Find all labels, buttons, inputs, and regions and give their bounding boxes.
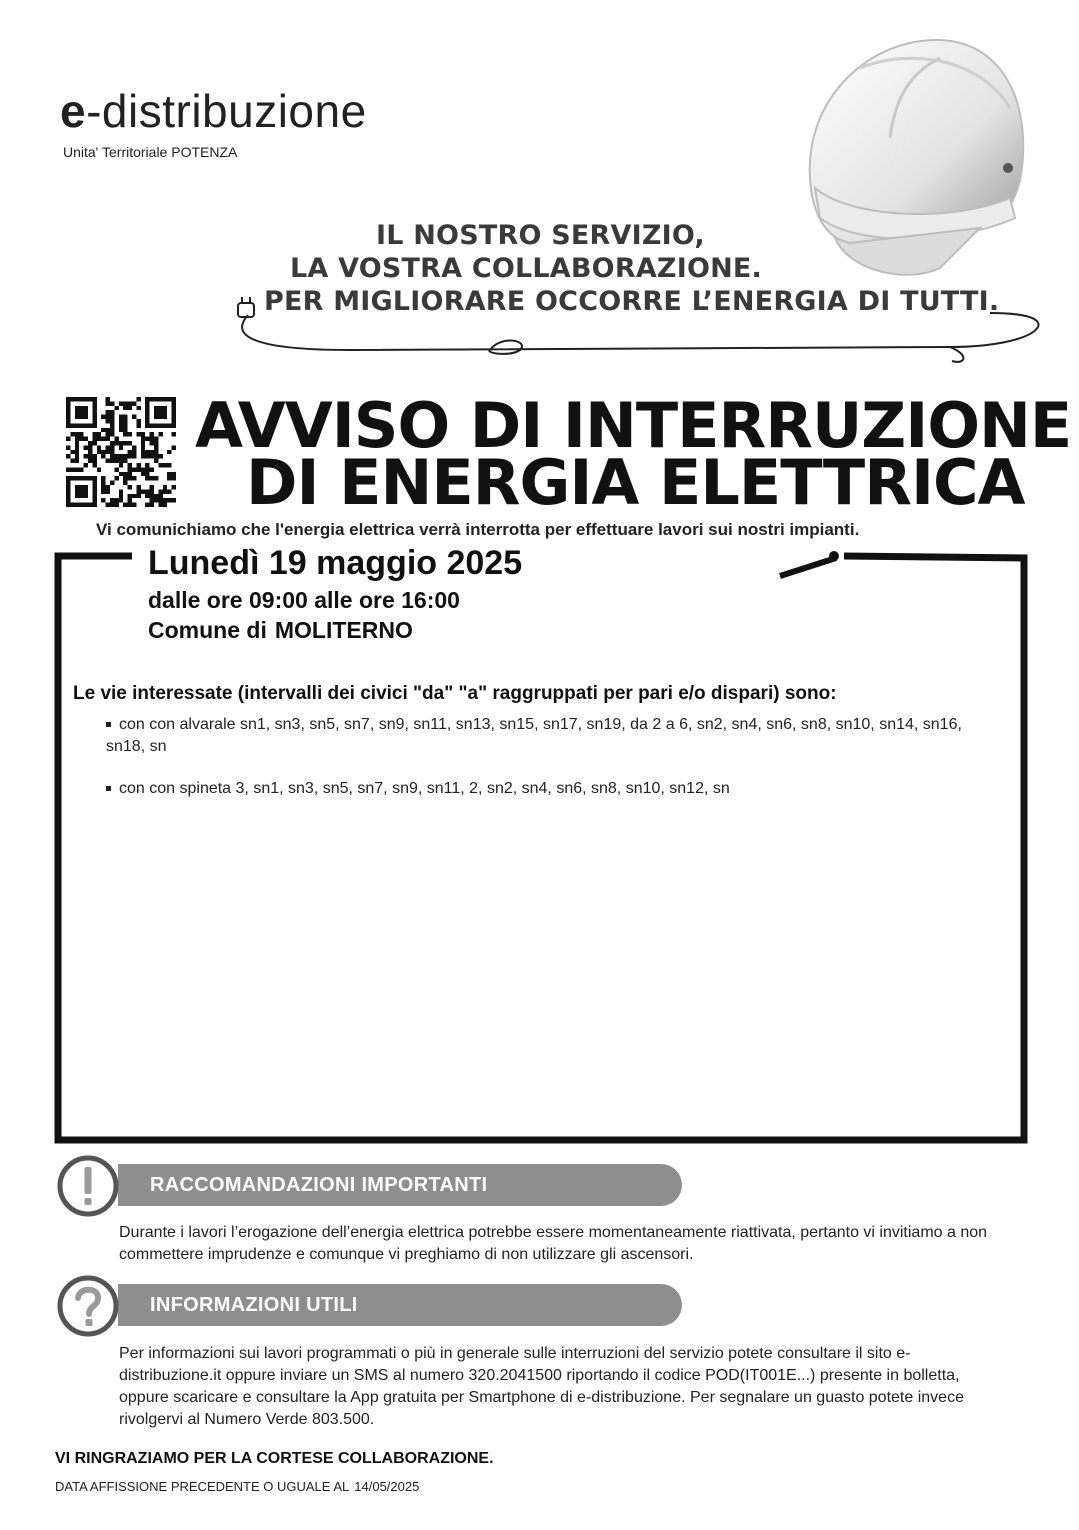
bullet-icon bbox=[106, 722, 111, 727]
notice-title-line-1: AVVISO DI INTERRUZIONE bbox=[195, 389, 1072, 462]
info-text: Per informazioni sui lavori programmati o più in generale sulle interruzioni del servizio potete consultare il sito e-distribuzione.it oppure inviare un SMS al numero 320.2041500 riportando il codice POD(IT001E...) presente in bolletta, oppure scaricare e consultare la App gratuita per Smartphone di e-distribuzione. Per segnalare un guasto potete invece rivolgervi al Numero Verde 803.500. bbox=[119, 1345, 964, 1428]
slogan-line-3: PER MIGLIORARE OCCORRE L’ENERGIA DI TUTTI. bbox=[264, 286, 1000, 317]
municipality-label: Comune di bbox=[148, 617, 267, 643]
streets-heading: Le vie interessate (intervalli dei civici "da" "a" raggruppati per pari e/o dispari) sono: bbox=[73, 683, 837, 704]
outage-municipality bbox=[148, 617, 413, 644]
plug-cable-icon bbox=[230, 295, 1050, 375]
street-list-item-text: con con spineta 3, sn1, sn3, sn5, sn7, sn9, sn11, 2, sn2, sn4, sn6, sn8, sn10, sn12, sn bbox=[119, 780, 730, 797]
brand-logo bbox=[60, 85, 367, 137]
municipality-name: MOLITERNO bbox=[274, 617, 413, 643]
street-list-item bbox=[106, 778, 986, 800]
outage-hours: dalle ore 09:00 alle ore 16:00 bbox=[148, 587, 460, 613]
notice-title-line-2: DI ENERGIA ELETTRICA bbox=[246, 446, 1025, 519]
question-icon bbox=[56, 1274, 120, 1338]
thanks-text: VI RINGRAZIAMO PER LA CORTESE COLLABORAZIONE. bbox=[55, 1450, 494, 1467]
street-list-item bbox=[106, 714, 986, 758]
intro-text: Vi comunichiamo che l'energia elettrica verrà interrotta per effettuare lavori sui nostri impianti. bbox=[96, 520, 860, 539]
territorial-unit: Unita' Territoriale POTENZA bbox=[63, 144, 238, 160]
exclamation-icon bbox=[56, 1154, 120, 1218]
safety-helmet-icon bbox=[790, 28, 1040, 288]
recommendations-text: Durante i lavori l’erogazione dell’energia elettrica potrebbe essere momentaneamente riattivata, pertanto vi invitiamo a non commettere imprudenze e comunque vi preghiamo di non utilizzare gli ascensori. bbox=[119, 1224, 988, 1263]
posting-date-value: 14/05/2025 bbox=[354, 1479, 420, 1494]
slogan-line-2: LA VOSTRA COLLABORAZIONE. bbox=[290, 253, 762, 284]
info-title: INFORMAZIONI UTILI bbox=[118, 1284, 682, 1326]
posting-date bbox=[55, 1479, 419, 1494]
outage-date: Lunedì 19 maggio 2025 bbox=[148, 544, 523, 582]
logo-e-mark: e bbox=[60, 85, 87, 137]
street-list-item-text: con con alvarale sn1, sn3, sn5, sn7, sn9, sn11, sn13, sn15, sn17, sn19, da 2 a 6, sn2, sn4, sn6, sn8, sn10, sn14, sn16, sn18, sn bbox=[106, 716, 962, 755]
bullet-icon bbox=[106, 786, 111, 791]
qr-code[interactable] bbox=[66, 397, 176, 507]
slogan-line-1: IL NOSTRO SERVIZIO, bbox=[376, 220, 705, 251]
logo-wordmark: -distribuzione bbox=[86, 85, 367, 137]
posting-date-label: DATA AFFISSIONE PRECEDENTE O UGUALE AL bbox=[55, 1479, 350, 1494]
recommendations-title: RACCOMANDAZIONI IMPORTANTI bbox=[118, 1164, 682, 1206]
